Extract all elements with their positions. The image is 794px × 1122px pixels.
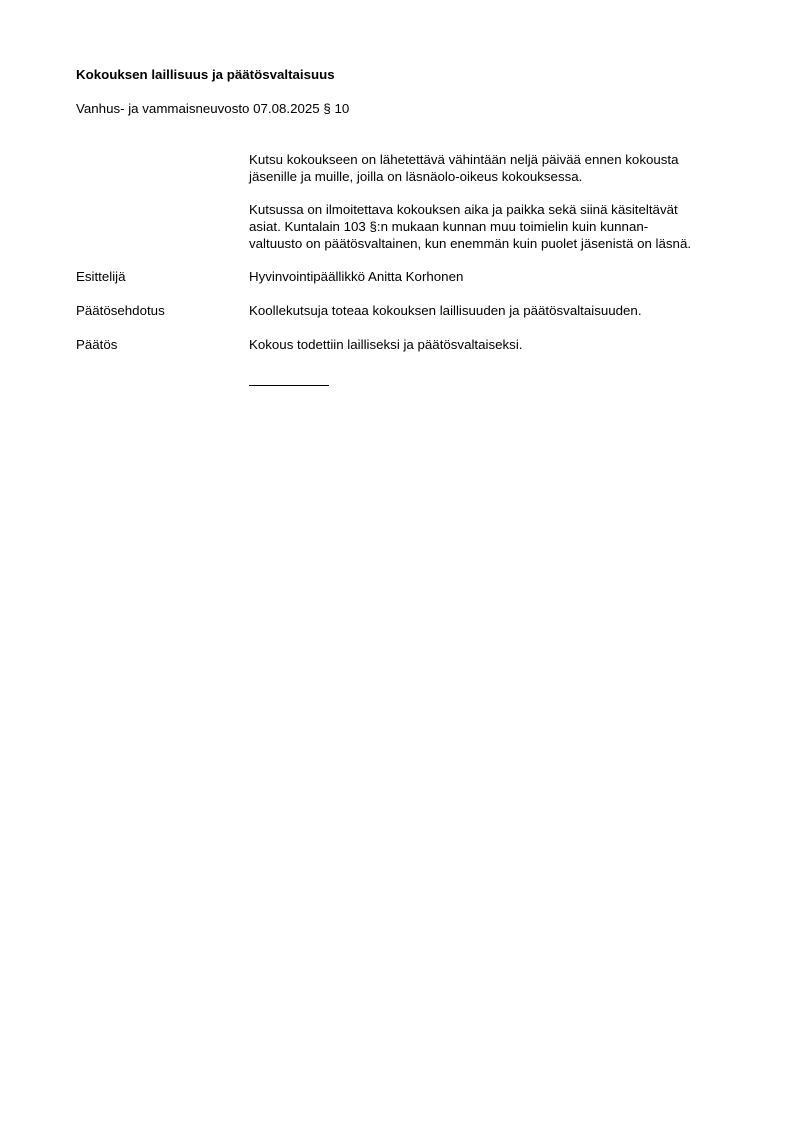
proposal-value: Koollekutsuja toteaa kokouksen laillisuuden ja päätösvaltaisuuden.	[249, 303, 642, 318]
paragraph-line: asiat. Kuntalain 103 §:n mukaan kunnan muu toimielin kuin kunnan-	[249, 219, 649, 234]
paragraph-line: Kutsussa on ilmoitettava kokouksen aika ja paikka sekä siinä käsiteltävät	[249, 202, 678, 217]
paragraph-quorum-rule	[249, 201, 749, 252]
presenter-value: Hyvinvointipäällikkö Anitta Korhonen	[249, 269, 464, 284]
meeting-reference: Vanhus- ja vammaisneuvosto 07.08.2025 § 10	[76, 101, 350, 116]
document-title: Kokouksen laillisuus ja päätösvaltaisuus	[76, 67, 335, 82]
decision-label: Päätös	[76, 337, 118, 352]
paragraph-line: Kutsu kokoukseen on lähetettävä vähintään neljä päivää ennen kokousta	[249, 152, 679, 167]
decision-value: Kokous todettiin lailliseksi ja päätösvaltaiseksi.	[249, 337, 523, 352]
paragraph-line: jäsenille ja muille, joilla on läsnäolo-oikeus kokouksessa.	[249, 169, 583, 184]
paragraph-line: valtuusto on päätösvaltainen, kun enemmän kuin puolet jäsenistä on läsnä.	[249, 236, 692, 251]
paragraph-invitation-rule	[249, 151, 749, 185]
presenter-label: Esittelijä	[76, 269, 126, 284]
proposal-label: Päätösehdotus	[76, 303, 165, 318]
end-rule	[249, 385, 329, 386]
